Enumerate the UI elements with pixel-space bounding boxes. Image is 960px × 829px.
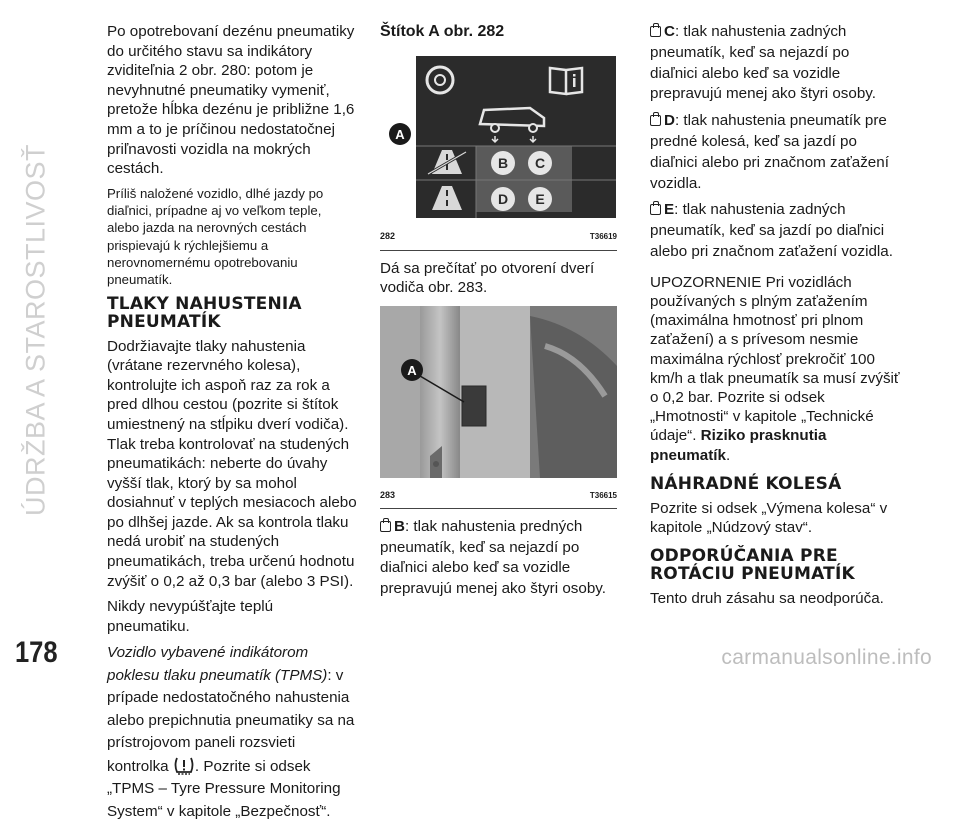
callout-a-282: A (395, 126, 405, 142)
label-location-paragraph: Dá sa prečítať po otvorení dverí vodiča obr. 283. (380, 259, 595, 297)
bullet-icon (650, 26, 661, 37)
bullet-icon (380, 521, 391, 532)
wear-note: Príliš naložené vozidlo, dlhé jazdy po diaľnici, prípadne aj vo veľkom teple, alebo jazda na nerovných cestách prispievajú k rýchlejšiemu a nerovnomernému opotrebovaniu pneumatík. (107, 185, 324, 288)
warning-bold: Riziko prasknutia pneumatík (650, 427, 827, 464)
tpms-paragraph (107, 642, 357, 823)
warning-paragraph: UPOZORNENIE Pri vozidlách používaných s plným zaťažením (maximálna hmotnosť pri plnom zaťažení) a s prívesom nesmie maximálna rýchlosť prekročiť 100 km/h a tlak pneumatík sa musí zvýšiť o 0,2 bar. Pozrite si odsek „Hmotnosti“ v kapitole „Technické údaje“. Riziko prasknutia pneumatík. (650, 273, 900, 464)
tire-label-illustration (380, 50, 617, 220)
spare-paragraph: Pozrite si odsek „Výmena kolesa“ v kapitole „Núdzový stav“. (650, 499, 888, 536)
figure-283-number: 283 (380, 489, 396, 500)
column-1 (107, 22, 357, 829)
figure-282-caption (380, 225, 617, 250)
pressure-paragraph: Dodržiavajte tlaky nahustenia (vrátane rezervného kolesa), kontrolujte ich aspoň raz za rok a pred dlhou cestou (pozrite si štítok umiestnený na stĺpiku dverí vodiča). Tlak treba kontrolovať na studených pneumatikách: neberte do úvahy vyšší tlak, ktorý by sa mohol dosiahnuť v teplých mesiacoch alebo po dlhšej jazde. Ak sa kontrola tlaku nedá urobiť na studených pneumatikách, treba určenú hodnotu zvýšiť o 0,2 až 0,3 bar (alebo 3 PSI). (107, 337, 357, 590)
page-number: 178 (15, 636, 58, 669)
column-3 (650, 22, 900, 616)
bullet-icon (650, 204, 661, 215)
bullet-icon (650, 115, 661, 126)
column-2 (380, 22, 617, 605)
item-b: B: tlak nahustenia predných pneumatík, keď sa nejazdí po diaľnici alebo keď sa vozidle prepravujú menej ako štyri osoby. (380, 518, 606, 597)
figure-283-code: T36615 (589, 490, 617, 500)
rotation-paragraph: Tento druh zásahu sa neodporúča. (650, 590, 884, 608)
letter-c: C (534, 154, 546, 171)
section-heading-pressure: TLAKY NAHUSTENIA PNEUMATÍK (107, 293, 302, 332)
section-heading-rotation: ODPORÚČANIA PRE ROTÁCIU PNEUMATÍK (650, 546, 855, 585)
section-heading-spare: NÁHRADNÉ KOLESÁ (650, 473, 842, 494)
letter-d: D (497, 190, 509, 207)
watermark: carmanualsonline.info (721, 646, 932, 669)
letter-b: B (497, 154, 509, 171)
item-c: C: tlak nahustenia zadných pneumatík, keď sa nejazdí po diaľnici alebo keď sa vozidle prepravujú menej ako štyri osoby. (650, 23, 876, 103)
figure-283 (380, 306, 617, 509)
figure-283-caption (380, 484, 617, 509)
letter-e: E (535, 190, 545, 207)
item-d: D: tlak nahustenia pneumatík pre predné kolesá, keď sa jazdí po diaľnici alebo pri značnom zaťažení vozidla. (650, 112, 889, 192)
tpms-end-text: . Pozrite si odsek „TPMS – Tyre Pressure Monitoring System“ v kapitole „Bezpečnosť“. (107, 757, 341, 820)
item-e: E: tlak nahustenia zadných pneumatík, keď sa jazdí po diaľnici alebo pri značnom zaťažení vozidla. (650, 201, 893, 260)
figure-282-code: T36619 (589, 232, 617, 242)
door-pillar-illustration (380, 306, 617, 478)
callout-a-283: A (407, 362, 417, 378)
label-heading: Štítok A obr. 282 (380, 23, 505, 40)
tpms-text: : v prípade nedostatočného nahustenia alebo prepichnutia pneumatiky sa na prístrojovom paneli rozsvieti kontrolka (107, 666, 355, 775)
tpms-italic: Vozidlo vybavené indikátorom poklesu tlaku pneumatík (TPMS) (107, 644, 328, 684)
no-deflate-paragraph: Nikdy nevypúšťajte teplú pneumatiku. (107, 598, 274, 635)
figure-282-number: 282 (380, 231, 396, 242)
figure-282 (380, 50, 617, 251)
tpms-warning-icon (173, 755, 195, 775)
intro-paragraph: Po opotrebovaní dezénu pneumatiky do určitého stavu sa indikátory zviditeľnia 2 obr. 280: potom je nevyhnutné pneumatiky vymeniť, pretože hĺbka dezénu je približne 1,6 mm a to je príčinou nedostatočnej priľnavosti vozidla na mokrých cestách. (107, 23, 355, 178)
